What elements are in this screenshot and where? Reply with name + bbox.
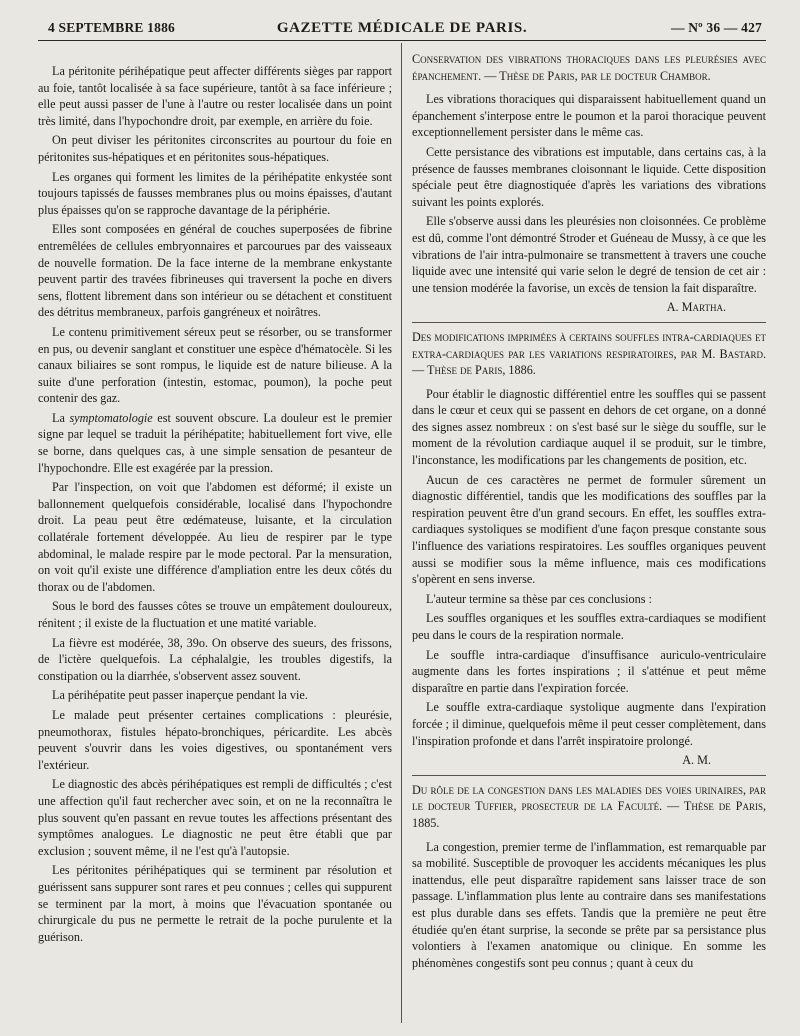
paragraph: La péritonite périhépatique peut affecter différents sièges par rapport au foie, tantôt localisée à sa face supérieure, tantôt à sa face inférieure ; elle peut aussi passer de l'une à l'autre ou rester localisée dans un point très limité, dans l'hypochondre droit, par exemple, en arrière du foie. bbox=[38, 64, 392, 128]
paragraph: Par l'inspection, on voit que l'abdomen est déformé; il existe un ballonnement quelquefois considérable, localisé dans l'hypochondre droit. La peau peut être œdémateuse, luisante, et la circulation collatérale fortement développée. Au lieu de respirer par le type abdominal, le malade respire par le mode pectoral. Par la mensuration, on voit qu'il existe une différence d'ampliation entre les deux côtés du thorax ou de l'abdomen. bbox=[38, 480, 392, 594]
article-signature: A. M. bbox=[682, 753, 711, 768]
symptom-lead: La bbox=[52, 410, 70, 425]
symptom-rest: est souvent obscure. La douleur est le premier signe par lequel se traduit la périhépatite; habituellement fort vive, elle se borne, dans quelques cas, à une simple sensation de pesanteur de l'hypochondre. Elle est exagérée par la pression. bbox=[38, 410, 393, 475]
paragraph: Les péritonites périhépatiques qui se terminent par résolution et guérissent sans suppurer sont rares et peu connues ; celles qui suppurent se terminent par la mort, à moins que l'évacuation spontanée ou chirurgicale du pus ne permette le retrait de la poche purulente et la guérison. bbox=[38, 863, 392, 944]
paragraph: Sous le bord des fausses côtes se trouve un empâtement douloureux, rénitent ; il existe de la fluctuation et une matité variable. bbox=[38, 599, 392, 630]
paragraph: Elles sont composées en général de couches superposées de fibrine entremêlées de cellules embryonnaires et parcourues par des vaisseaux de nouvelle formation. De la face interne de la membrane enkystante peuvent partir des travées fibrineuses qui traversent la poche en divers sens, flottent librement dans son intérieur ou se détachent et constituent des détritus membraneux, parfois gangréneux et noirâtres. bbox=[38, 222, 392, 320]
paragraph: Les vibrations thoraciques qui disparaissent habituellement quand un épanchement s'interpose entre le poumon et la paroi thoracique peuvent exceptionnellement persister dans le même cas. bbox=[412, 92, 766, 140]
page-header bbox=[38, 0, 766, 41]
paragraph: Le contenu primitivement séreux peut se résorber, ou se transformer en pus, ou devenir sanglant et constituer une espèce d'hématocèle. Si les canaux biliaires se sont rompus, le liquide est de nature bilieuse. A la suite d'une perforation (intestin, estomac, poumon), la poche peut contenir des gaz. bbox=[38, 324, 392, 406]
right-column bbox=[401, 43, 766, 1023]
paragraph: La congestion, premier terme de l'inflammation, est remarquable par sa mobilité. Susceptible de provoquer les accidents mécaniques les plus inattendus, elle peut disparaître rapidement sans laisser trace de son passage. L'inflammation plus lente au contraire dans ses manifestations est plus durable dans ses effets. Tandis que la première ne peut être étudiée qu'en étant surprise, la seconde se prête par sa persistance plus volontiers à l'examen anatomique ou clinique. En somme les phénomènes congestifs sont peu connus ; quant à ceux du bbox=[412, 839, 766, 970]
article-heading: Conservation des vibrations thoraciques dans les pleurésies avec épanchement. — Thèse de Paris, par le docteur Chambor. bbox=[412, 52, 766, 83]
text-columns bbox=[38, 52, 766, 1023]
paragraph: Aucun de ces caractères ne permet de formuler sûrement un diagnostic différentiel, tandis que les modifications des souffles par la respiration peuvent être d'un grand secours. En effet, les souffles extra-cardiaques systoliques se modifient d'une façon presque constante sous l'influence des variations respiratoires. Les souffles organiques peuvent aussi se modifier sous la même influence, mais ces modifications s'opèrent en sens inverse. bbox=[412, 472, 766, 587]
paragraph: La périhépatite peut passer inaperçue pendant la vie. bbox=[52, 688, 308, 703]
article-heading: Des modifications imprimées à certains souffles intra-cardiaques et extra-cardiaques par les variations respiratoires, par M. Bastard. — Thèse de Paris, 1886. bbox=[412, 329, 766, 378]
symptomatology-term: symptomatologie bbox=[69, 410, 153, 425]
paragraph-symptomatology bbox=[38, 410, 392, 476]
issue-date: 4 SEPTEMBRE 1886 bbox=[48, 20, 175, 35]
article-signature: A. Martha. bbox=[666, 300, 726, 315]
article-heading: Du rôle de la congestion dans les maladies des voies urinaires, par le docteur Tuffier, prosecteur de la Faculté. — Thèse de Paris, 1885. bbox=[412, 782, 766, 830]
paragraph: La fièvre est modérée, 38, 39o. On observe des sueurs, des frissons, de l'ictère quelquefois. La céphalalgie, les troubles digestifs, la constipation ou la diarrhée, s'observent assez souvent. bbox=[38, 635, 392, 683]
paragraph: L'auteur termine sa thèse par ces conclusions : bbox=[426, 591, 652, 606]
paragraph: Les organes qui forment les limites de la périhépatite enkystée sont toujours tapissés de fausses membranes plus ou moins épaisses, d'autant plus épaisses qu'on se rapproche davantage de la périphérie. bbox=[38, 169, 392, 217]
article-divider bbox=[412, 322, 766, 323]
paragraph: Le malade peut présenter certaines complications : pleurésie, pneumothorax, fistules hépato-bronchiques, péricardite. Les abcès peuvent s'ouvrir dans les voies digestives, ou spontanément vers l'extérieur. bbox=[38, 707, 392, 772]
paragraph: Elle s'observe aussi dans les pleurésies non cloisonnées. Ce problème est dû, comme l'ont démontré Stroder et Guéneau de Mussy, à ce que les vibrations de l'air intra-pulmonaire se transmettent à travers une couche liquide avec une intensité qui varie selon le degré de tension de cet air : une tension modérée la favorise, un excès de tension la fait disparaître. bbox=[412, 214, 766, 295]
paragraph: Cette persistance des vibrations est imputable, dans certains cas, à la présence de fausses membranes cloisonnant le liquide. Cette disposition spéciale peut être diagnostiquée d'après les variations des vibrations suivant les points explorés. bbox=[412, 144, 766, 209]
paragraph: On peut diviser les péritonites circonscrites au pourtour du foie en péritonites sus-hépatiques et en péritonites sous-hépatiques. bbox=[38, 133, 392, 164]
page-number: — Nº 36 — 427 bbox=[670, 20, 762, 35]
paragraph: Le diagnostic des abcès périhépatiques est rempli de difficultés ; c'est une affection qu'il faut rechercher avec soin, et on ne la reconnaîtra le plus souvent qu'en passant en revue toutes les affections présentant des symptômes analogues. Le diagnostic ne peut être établi que par exclusion ; souvent même, il ne l'est qu'à l'autopsie. bbox=[38, 777, 392, 858]
paragraph: Pour établir le diagnostic différentiel entre les souffles qui se passent dans le cœur et ceux qui se passent en dehors de cet organe, on a donné des signes assez nombreux : on s'est basé sur le siège du souffle, sur le moment de la révolution cardiaque auquel il se produit, sur le timbre, l'inconstance, les modifications par les changements de position, etc. bbox=[412, 386, 766, 468]
journal-title: GAZETTE MÉDICALE DE PARIS. bbox=[276, 20, 528, 36]
paragraph: Les souffles organiques et les souffles extra-cardiaques se modifient peu dans le cours de la respiration normale. bbox=[412, 611, 766, 642]
paragraph: Le souffle extra-cardiaque systolique augmente dans l'expiration forcée ; il diminue, quelquefois même il peut cesser complètement, dans l'inspiration profonde et dans l'arrêt inspiratoire prolongé. bbox=[412, 700, 766, 748]
article-divider bbox=[412, 775, 766, 776]
left-column bbox=[38, 63, 401, 1023]
paragraph: Le souffle intra-cardiaque d'insuffisance auriculo-ventriculaire augmente dans les fortes inspirations ; il s'atténue et peut même disparaître en partie dans l'expiration forcée. bbox=[412, 647, 766, 695]
